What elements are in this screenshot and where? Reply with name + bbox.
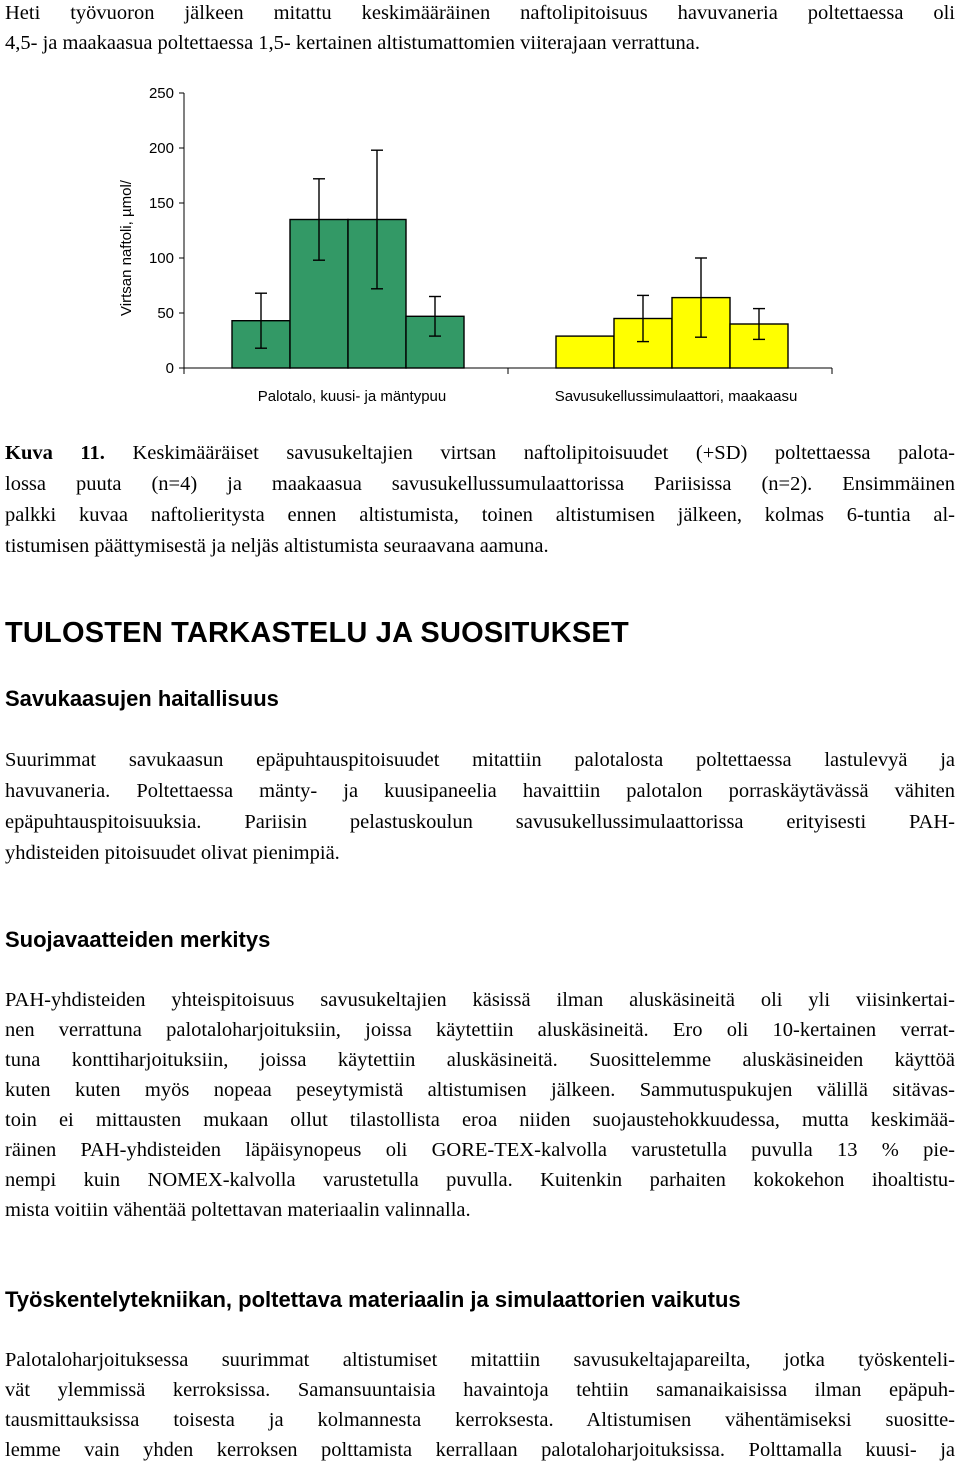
sub2-line-3: tuna konttiharjoituksiin, joissa käytettiin aluskäsineitä. Suosittelemme aluskäsineiden käyttöä <box>5 1049 955 1071</box>
figure-caption-line-4: tistumisen päättymisestä ja neljäs altistumista seuraavana aamuna. <box>5 535 549 557</box>
intro-line-2: 4,5- ja maakaasua poltettaessa 1,5- kertainen altistumattomien viiterajaan verrattuna. <box>5 32 701 54</box>
sub3-line-3: tausmittauksissa toisesta ja kolmannesta kerroksesta. Altistumisen vähentämiseksi suositte- <box>5 1409 955 1431</box>
y-axis-label: Virtsan naftoli, µmol/ <box>118 180 135 316</box>
figure-caption-label: Kuva 11. <box>5 442 105 464</box>
y-tick-label: 0 <box>165 360 174 377</box>
sub1-line-4: yhdisteiden pitoisuudet olivat pienimpiä. <box>5 842 340 864</box>
sub2-line-2: nen verrattuna palotaloharjoituksiin, joissa käytettiin aluskäsineitä. Ero oli 10-kertainen verrat- <box>5 1019 955 1041</box>
sub3-line-4: lemme vain yhden kerroksen polttamista kerrallaan palotaloharjoituksissa. Polttamalla kuusi- ja <box>5 1439 955 1461</box>
naphthol-bar-chart <box>0 70 960 415</box>
y-tick-label: 150 <box>148 195 174 212</box>
subsection-title-savukaasut: Savukaasujen haitallisuus <box>5 686 279 711</box>
sub1-line-1: Suurimmat savukaasun epäpuhtauspitoisuudet mitattiin palotalosta poltettaessa lastulevyä ja <box>5 749 955 771</box>
sub3-line-2: vät ylemmissä kerroksissa. Samansuuntaisia havaintoja tehtiin samanaikaisissa ilman epäpuh- <box>5 1379 955 1401</box>
y-tick-label: 200 <box>148 140 174 157</box>
sub2-line-6: räinen PAH-yhdisteiden läpäisynopeus oli GORE-TEX-kalvolla varustetulla puvulla 13 % pie- <box>5 1139 955 1161</box>
sub2-line-4: kuten kuten myös nopeaa peseytymistä altistumisen jälkeen. Sammutuspukujen välillä sitävas- <box>5 1079 955 1101</box>
sub2-line-7: nempi kuin NOMEX-kalvolla varustetulla puvulla. Kuitenkin parhaiten kokokehon ihoaltistu- <box>5 1169 955 1191</box>
y-tick-label: 100 <box>148 250 174 267</box>
figure-caption-text: Keskimääräiset savusukeltajien virtsan naftolipitoisuudet (+SD) poltettaessa palota- <box>132 442 956 464</box>
subsection-title-suojavaatteet: Suojavaatteiden merkitys <box>5 927 271 952</box>
sub2-line-8: mista voitiin vähentää poltettavan materiaalin valinnalla. <box>5 1199 471 1221</box>
figure-caption-line-2: lossa puuta (n=4) ja maakaasua savusukellussumulaattorissa Pariisissa (n=2). Ensimmäinen <box>5 473 955 495</box>
subsection-title-tyoskentelytekniikka: Työskentelytekniikan, poltettava materiaalin ja simulaattorien vaikutus <box>5 1287 741 1312</box>
sub1-line-3: epäpuhtauspitoisuuksia. Pariisin pelastuskoulun savusukellussimulaattorissa erityisesti PAH- <box>5 811 955 833</box>
figure-caption-line-1 <box>5 438 955 469</box>
sub2-line-1: PAH-yhdisteiden yhteispitoisuus savusukeltajien käsissä ilman aluskäsineitä oli yli viisinkertai- <box>5 989 955 1011</box>
figure-caption-line-3: palkki kuvaa naftolieritysta ennen altistumista, toinen altistumisen jälkeen, kolmas 6-tuntia al- <box>5 504 955 526</box>
sub1-line-2: havuvaneria. Poltettaessa mänty- ja kuusipaneelia havaittiin palotalon porraskäytävässä vähiten <box>5 780 955 802</box>
sub2-line-5: toin ei mittausten mukaan ollut tilastollista eroa niiden suojaustehokkuudessa, mutta keskimää- <box>5 1109 955 1131</box>
y-tick-label: 50 <box>157 305 174 322</box>
category-label-simulaattori: Savusukellussimulaattori, maakaasu <box>554 388 798 405</box>
y-tick-label: 250 <box>148 85 174 102</box>
section-title: TULOSTEN TARKASTELU JA SUOSITUKSET <box>5 617 629 649</box>
intro-line-1: Heti työvuoron jälkeen mitattu keskimääräinen naftolipitoisuus havuvaneria poltettaessa oli <box>5 2 955 24</box>
category-label-palotalo: Palotalo, kuusi- ja mäntypuu <box>257 388 447 405</box>
bar-2-1 <box>556 336 614 368</box>
sub3-line-1: Palotaloharjoituksessa suurimmat altistumiset mitattiin savusukeltajapareilta, jotka työskenteli- <box>5 1349 955 1371</box>
